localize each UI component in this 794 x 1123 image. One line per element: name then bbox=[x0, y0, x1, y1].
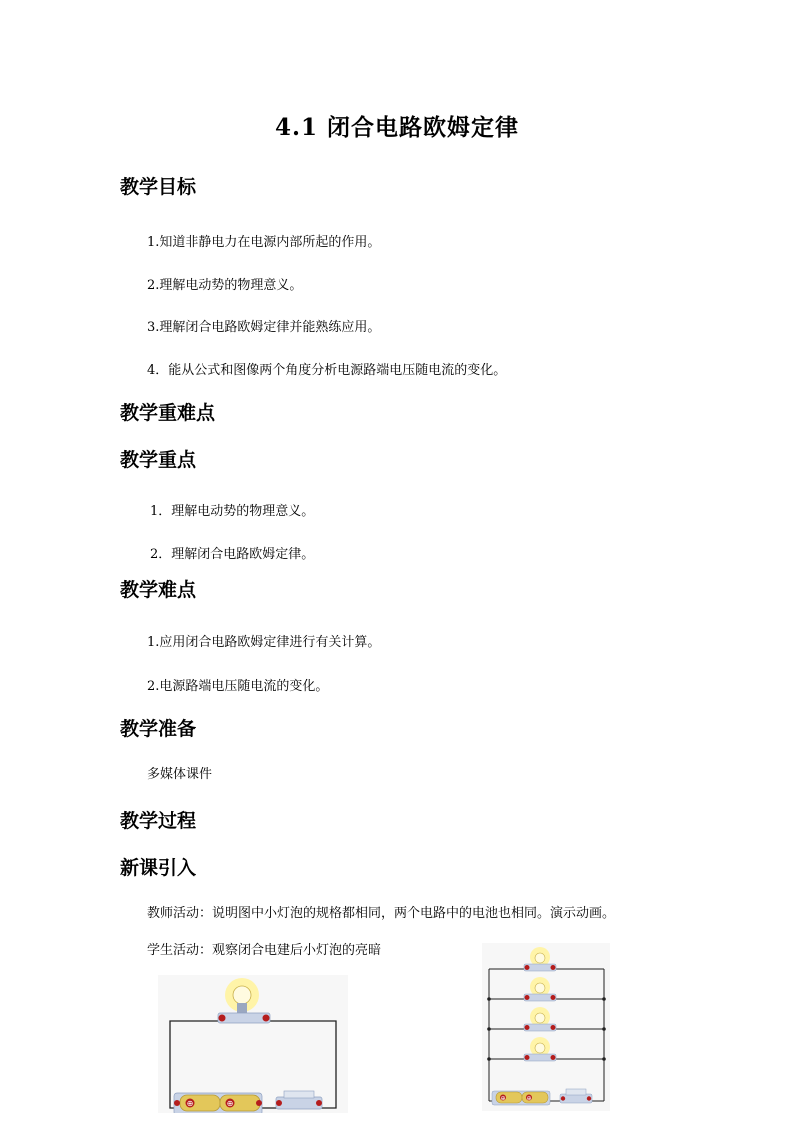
heading-preparation: 教学准备 bbox=[120, 718, 197, 740]
heading-key-points: 教学重点 bbox=[120, 449, 197, 471]
junction-dot bbox=[602, 1027, 606, 1031]
terminal bbox=[263, 1015, 270, 1022]
page-title: 4.1 闭合电路欧姆定律 bbox=[274, 114, 520, 141]
heading-intro: 新课引入 bbox=[120, 857, 197, 879]
terminal bbox=[525, 995, 530, 1000]
difficulty-item-2: 2.电源路端电压随电流的变化。 bbox=[147, 679, 329, 694]
preparation-text: 多媒体课件 bbox=[147, 767, 213, 782]
terminal bbox=[276, 1100, 282, 1106]
four-bulb-parallel-circuit-figure bbox=[482, 943, 610, 1111]
bulb-glass bbox=[535, 1013, 545, 1023]
objective-item-1: 1.知道非静电力在电源内部所起的作用。 bbox=[147, 235, 381, 250]
junction-dot bbox=[487, 997, 491, 1001]
terminal bbox=[525, 1025, 530, 1030]
cell-plus-symbol: ⊕ bbox=[500, 1095, 506, 1102]
cell-plus-symbol: ⊕ bbox=[226, 1099, 234, 1108]
objective-item-3: 3.理解闭合电路欧姆定律并能熟练应用。 bbox=[147, 320, 381, 335]
cell-plus-symbol: ⊕ bbox=[186, 1099, 194, 1108]
cell-plus-symbol: ⊕ bbox=[526, 1095, 532, 1102]
terminal bbox=[219, 1015, 226, 1022]
heading-objectives: 教学目标 bbox=[120, 176, 197, 198]
key-point-1: 1．理解电动势的物理意义。 bbox=[150, 504, 315, 519]
bulb-glass bbox=[535, 953, 545, 963]
intro-student-activity: 学生活动：观察闭合电建后小灯泡的亮暗 bbox=[147, 943, 382, 958]
junction-dot bbox=[487, 1057, 491, 1061]
heading-difficulties: 教学难点 bbox=[120, 579, 197, 601]
terminal bbox=[551, 1055, 556, 1060]
terminal bbox=[174, 1100, 180, 1106]
terminal bbox=[525, 965, 530, 970]
junction-dot bbox=[487, 1027, 491, 1031]
heading-process: 教学过程 bbox=[120, 810, 197, 832]
bulb-glass bbox=[233, 986, 251, 1004]
switch-lever bbox=[566, 1089, 586, 1095]
terminal bbox=[551, 965, 556, 970]
objective-item-4: 4．能从公式和图像两个角度分析电源路端电压随电流的变化。 bbox=[147, 363, 507, 378]
objective-item-2: 2.理解电动势的物理意义。 bbox=[147, 278, 303, 293]
bulb-glass bbox=[535, 983, 545, 993]
terminal bbox=[587, 1096, 591, 1100]
bulb-glass bbox=[535, 1043, 545, 1053]
junction-dot bbox=[602, 1057, 606, 1061]
bulb-socket bbox=[237, 1003, 247, 1013]
bulb-base bbox=[218, 1013, 270, 1023]
heading-key-difficult: 教学重难点 bbox=[120, 402, 216, 424]
single-bulb-circuit-figure bbox=[158, 975, 348, 1113]
terminal bbox=[551, 1025, 556, 1030]
junction-dot bbox=[602, 997, 606, 1001]
terminal bbox=[316, 1100, 322, 1106]
terminal bbox=[551, 995, 556, 1000]
terminal bbox=[561, 1096, 565, 1100]
difficulty-item-1: 1.应用闭合电路欧姆定律进行有关计算。 bbox=[147, 635, 381, 650]
switch-lever bbox=[284, 1091, 314, 1098]
switch-base bbox=[276, 1097, 322, 1109]
key-point-2: 2．理解闭合电路欧姆定律。 bbox=[150, 547, 315, 562]
terminal bbox=[525, 1055, 530, 1060]
intro-teacher-activity: 教师活动：说明图中小灯泡的规格都相同，两个电路中的电池也相同。演示动画。 bbox=[147, 906, 616, 921]
terminal bbox=[256, 1100, 262, 1106]
